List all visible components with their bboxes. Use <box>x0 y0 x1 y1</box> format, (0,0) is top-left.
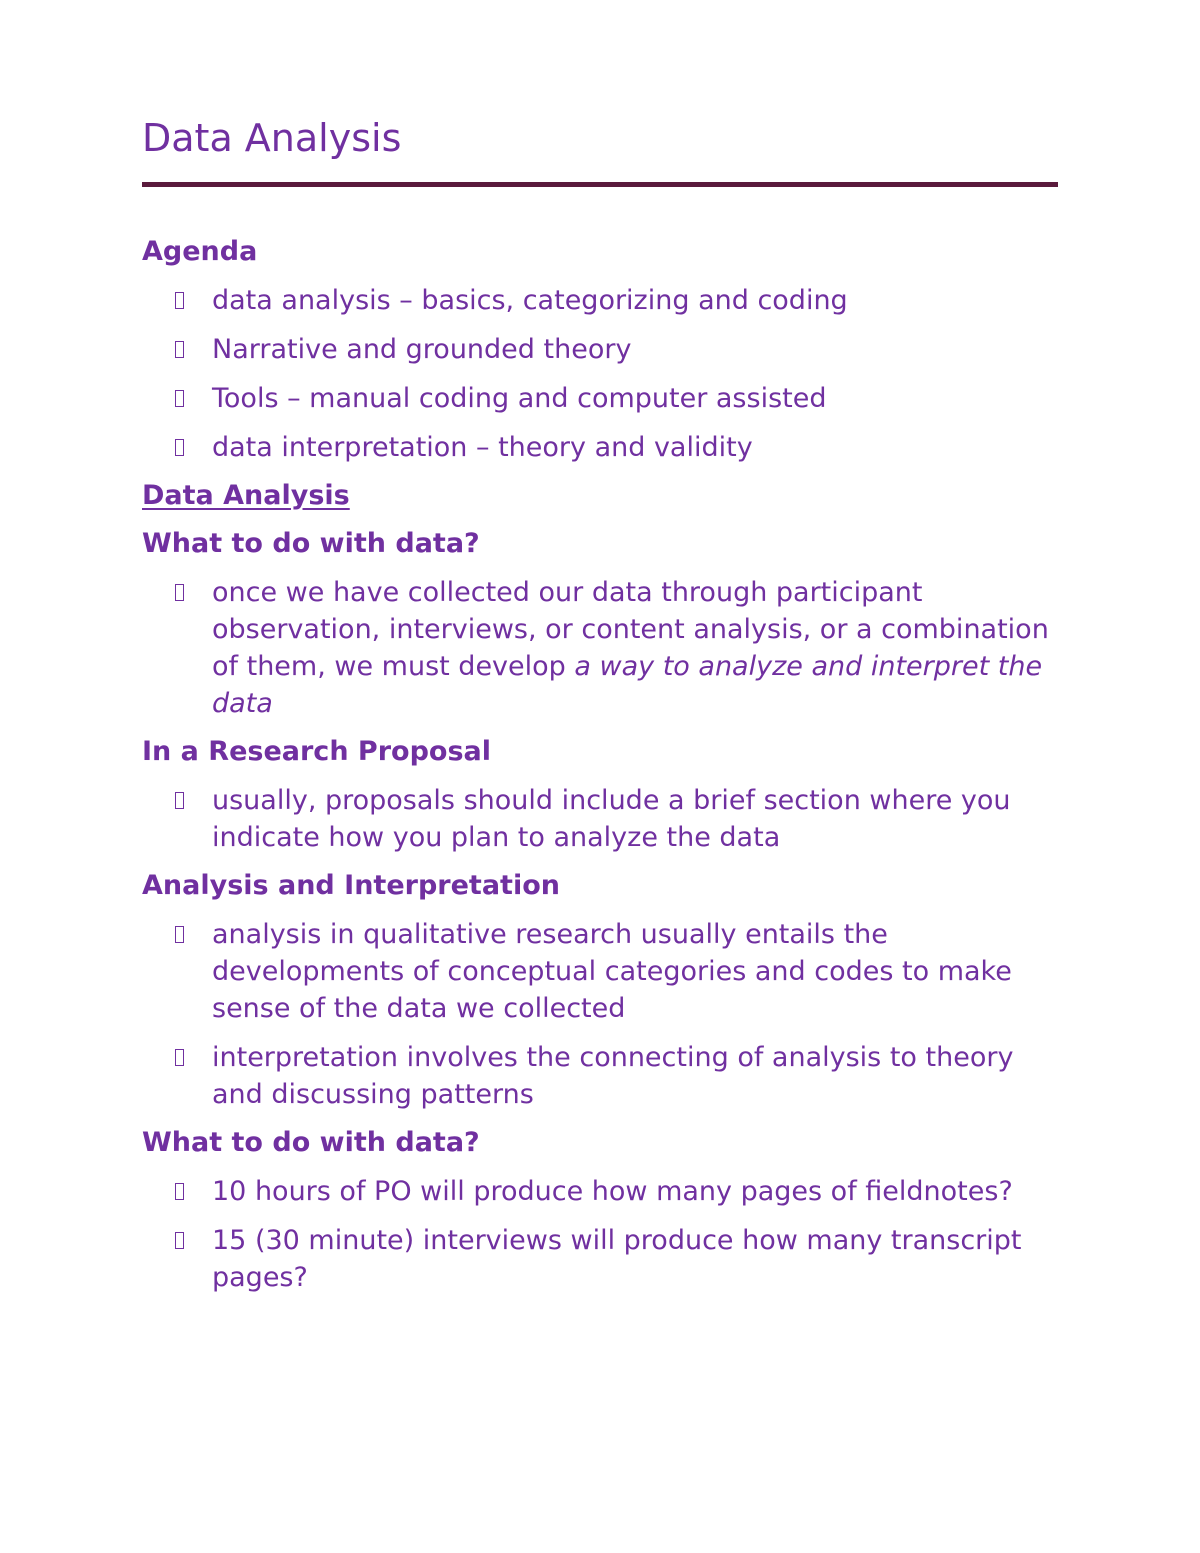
list-item: Tools – manual coding and computer assisted <box>142 380 1060 417</box>
square-bullet-icon <box>175 439 184 456</box>
research-proposal-list <box>142 782 1060 856</box>
list-item: data interpretation – theory and validity <box>142 429 1060 466</box>
document-title: Data Analysis <box>142 116 402 160</box>
what-to-do-list <box>142 574 1060 722</box>
title-divider <box>142 182 1058 187</box>
list-item: interpretation involves the connecting of analysis to theory and discussing patterns <box>142 1039 1060 1113</box>
list-item: data analysis – basics, categorizing and coding <box>142 282 1060 319</box>
square-bullet-icon <box>175 1232 184 1249</box>
square-bullet-icon <box>175 1183 184 1200</box>
section-heading-what-to-do: What to do with data? <box>142 528 480 559</box>
square-bullet-icon <box>175 792 184 809</box>
document-body <box>142 234 1060 1308</box>
what-to-do-list-2 <box>142 1173 1060 1296</box>
section-heading-what-to-do-2: What to do with data? <box>142 1127 480 1158</box>
square-bullet-icon <box>175 390 184 407</box>
list-item: analysis in qualitative research usually entails the developments of conceptual categories and codes to make sense of the data we collected <box>142 916 1060 1027</box>
section-heading-data-analysis-link[interactable]: Data Analysis <box>142 480 350 511</box>
section-heading-analysis-interpretation: Analysis and Interpretation <box>142 870 560 901</box>
square-bullet-icon <box>175 1049 184 1066</box>
analysis-interpretation-list <box>142 916 1060 1113</box>
list-item: once we have collected our data through participant observation, interviews, or content analysis, or a combination of them, we must develop a way to analyze and interpret the data <box>142 574 1060 722</box>
section-heading-research-proposal: In a Research Proposal <box>142 736 492 767</box>
square-bullet-icon <box>175 292 184 309</box>
list-item: usually, proposals should include a brief section where you indicate how you plan to analyze the data <box>142 782 1060 856</box>
square-bullet-icon <box>175 584 184 601</box>
agenda-list <box>142 282 1060 466</box>
square-bullet-icon <box>175 341 184 358</box>
section-heading-agenda: Agenda <box>142 236 258 267</box>
square-bullet-icon <box>175 926 184 943</box>
list-item: Narrative and grounded theory <box>142 331 1060 368</box>
list-item: 10 hours of PO will produce how many pages of fieldnotes? <box>142 1173 1060 1210</box>
list-item: 15 (30 minute) interviews will produce how many transcript pages? <box>142 1222 1060 1296</box>
